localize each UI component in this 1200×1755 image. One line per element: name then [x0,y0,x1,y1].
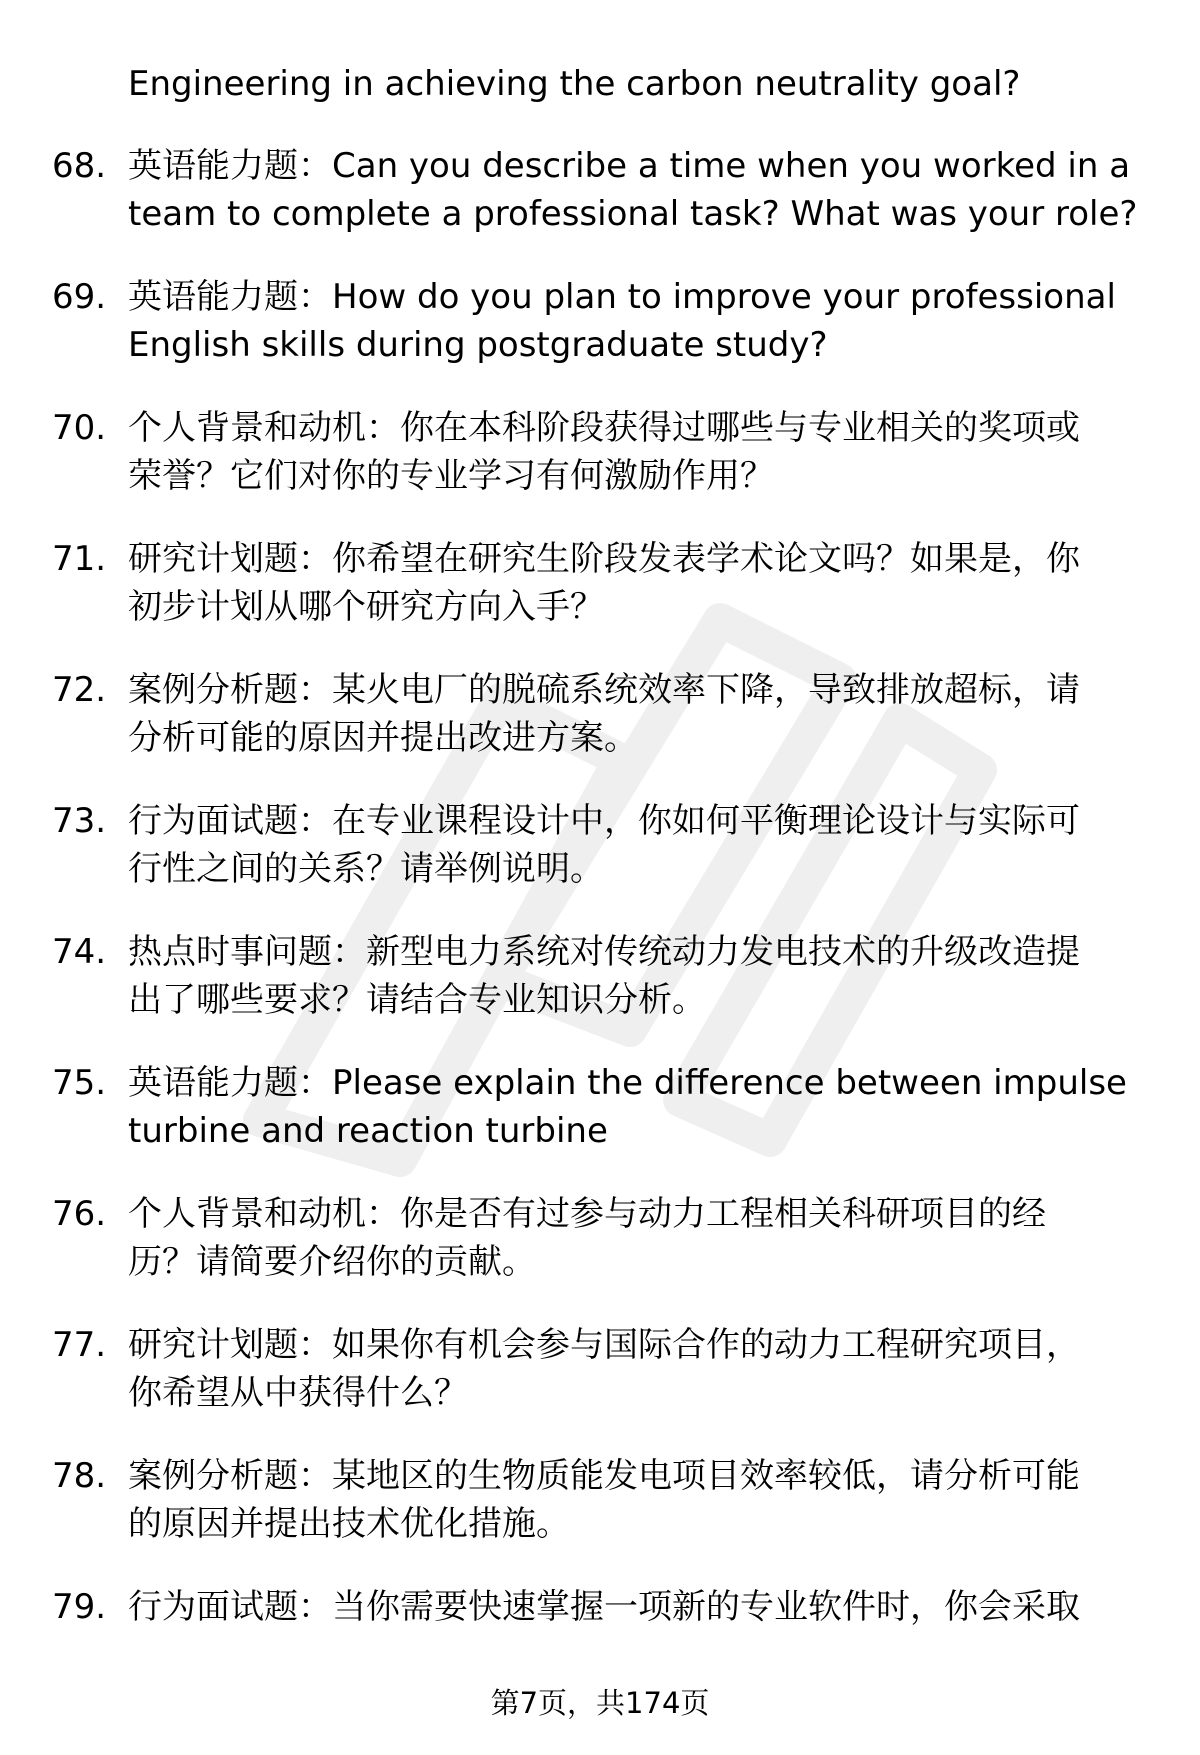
list-item-72 [0,666,1200,762]
list-item-79 [0,1583,1200,1631]
item-text [128,1452,1153,1548]
item-number: 71. [52,539,107,579]
item-text [128,404,1153,500]
list-item-71 [0,535,1200,631]
item-number: 75. [52,1063,107,1103]
page-footer: 第7页，共174页 [490,1686,710,1720]
item-line: 个人背景和动机：你是否有过参与动力工程相关科研项目的经 [128,1194,1046,1234]
list-item-69 [0,273,1200,369]
item-line: 行为面试题：当你需要快速掌握一项新的专业软件时，你会采取 [128,1587,1080,1627]
item-line: turbine and reaction turbine [128,1111,608,1151]
item-line: 研究计划题：如果你有机会参与国际合作的动力工程研究项目， [128,1325,1080,1365]
list-item-74 [0,928,1200,1024]
item-line: 英语能力题：Can you describe a time when you worked in a [128,146,1131,186]
list-item-75 [0,1059,1200,1155]
item-text [128,1059,1153,1155]
item-line: English skills during postgraduate study? [128,325,828,365]
item-text [128,797,1153,893]
item-line: 研究计划题：你希望在研究生阶段发表学术论文吗？如果是，你 [128,539,1080,579]
item-line: 英语能力题：Please explain the difference between impulse [128,1063,1127,1103]
list-item-77 [0,1321,1200,1417]
continuation-line: Engineering in achieving the carbon neutrality goal? [128,64,1021,104]
item-line: 你希望从中获得什么？ [128,1373,468,1413]
item-text [128,1190,1153,1286]
list-item-68 [0,142,1200,238]
item-line: 案例分析题：某地区的生物质能发电项目效率较低，请分析可能 [128,1456,1080,1496]
item-number: 79. [52,1587,107,1627]
item-line: 行性之间的关系？请举例说明。 [128,849,604,889]
item-number: 74. [52,932,107,972]
item-line: 历？请简要介绍你的贡献。 [128,1242,536,1282]
question-list [0,60,1200,1666]
item-line: 分析可能的原因并提出改进方案。 [128,718,638,758]
list-item-73 [0,797,1200,893]
item-text [128,142,1153,238]
item-line: 的原因并提出技术优化措施。 [128,1504,570,1544]
item-line: 出了哪些要求？请结合专业知识分析。 [128,980,706,1020]
item-line: 热点时事问题：新型电力系统对传统动力发电技术的升级改造提 [128,932,1080,972]
item-text [128,535,1153,631]
item-number: 72. [52,670,107,710]
item-line: 个人背景和动机：你在本科阶段获得过哪些与专业相关的奖项或 [128,408,1080,448]
item-line: 案例分析题：某火电厂的脱硫系统效率下降，导致排放超标，请 [128,670,1080,710]
item-text [128,1583,1153,1631]
item-line: 行为面试题：在专业课程设计中，你如何平衡理论设计与实际可 [128,801,1080,841]
item-text [128,666,1153,762]
list-item-76 [0,1190,1200,1286]
item-number: 73. [52,801,107,841]
item-number: 77. [52,1325,107,1365]
item-number: 70. [52,408,107,448]
item-number: 78. [52,1456,107,1496]
item-line: 英语能力题：How do you plan to improve your professional [128,277,1116,317]
item-line: 初步计划从哪个研究方向入手？ [128,587,604,627]
item-text [128,273,1153,369]
list-item-70 [0,404,1200,500]
item-text [128,928,1153,1024]
item-number: 69. [52,277,107,317]
item-line: team to complete a professional task? What was your role? [128,194,1138,234]
item-number: 68. [52,146,107,186]
item-number: 76. [52,1194,107,1234]
item-line: 荣誉？它们对你的专业学习有何激励作用？ [128,456,774,496]
list-item-78 [0,1452,1200,1548]
item-text [128,1321,1153,1417]
